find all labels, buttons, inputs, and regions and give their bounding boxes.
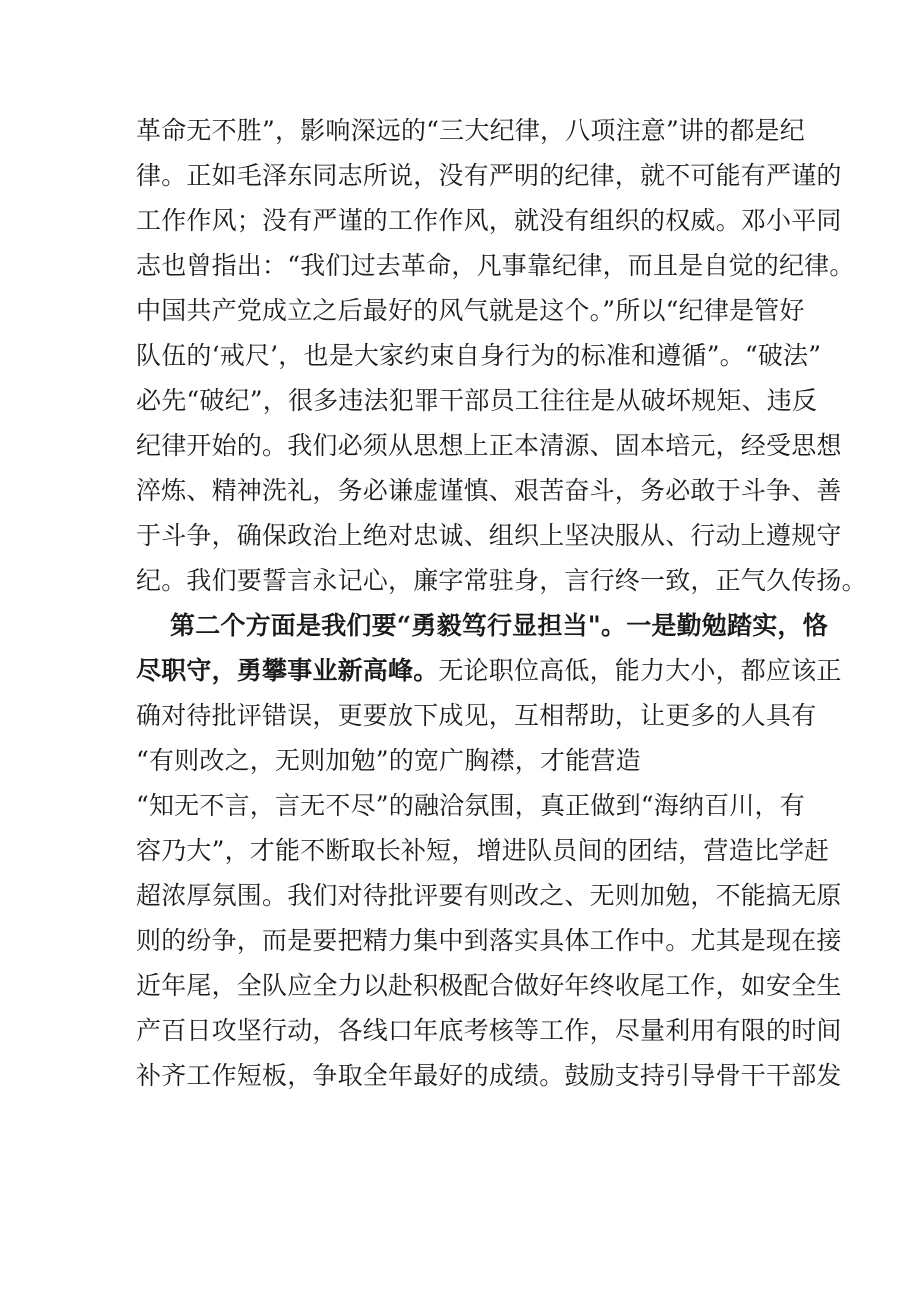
section-heading-fragment: 尽职守，勇攀事业新高峰。: [136, 656, 439, 685]
text-line: [136, 653, 842, 689]
text-line: 队伍的‘戒尺’，也是大家约束自身行为的标准和遵循”。“破法”: [136, 341, 822, 370]
text-line: 纪。我们要誓言永记心，廉字常驻身，言行终一致，正气久传扬。: [136, 566, 867, 595]
text-line: “知无不言，言无不尽”的融洽氛围，真正做到“海纳百川，有: [136, 791, 805, 820]
text-line: 产百日攻坚行动，各线口年底考核等工作，尽量利用有限的时间: [136, 1016, 842, 1045]
text-line: 近年尾，全队应全力以赴积极配合做好年终收尾工作，如安全生: [136, 971, 842, 1000]
text-line: 于斗争，确保政治上绝对忠诚、组织上坚决服从、行动上遵规守: [136, 521, 842, 550]
section-heading-line: 第二个方面是我们要“勇毅笃行显担当"。一是勤勉踏实，恪: [170, 611, 828, 640]
text-line: 中国共产党成立之后最好的风气就是这个。”所以“纪律是管好: [136, 296, 805, 325]
text-line: 容乃大”，才能不断取长补短，增进队员间的团结，营造比学赶: [136, 836, 830, 865]
text-line: 淬炼、精神洗礼，务必谦虚谨慎、艰苦奋斗，务必敢于斗争、善: [136, 476, 842, 505]
text-line: 革命无不胜”，影响深远的“三大纪律，八项注意”讲的都是纪: [136, 116, 805, 145]
text-fragment: 无论职位高低，能力大小，都应该正: [438, 656, 842, 685]
text-line: 超浓厚氛围。我们对待批评要有则改之、无则加勉，不能搞无原: [136, 881, 842, 910]
text-line: 必先“破纪”，很多违法犯罪干部员工往往是从破坏规矩、违反: [136, 386, 818, 415]
text-line: 工作作风；没有严谨的工作作风，就没有组织的权威。邓小平同: [136, 206, 842, 235]
text-line: 律。正如毛泽东同志所说，没有严明的纪律，就不可能有严谨的: [136, 161, 842, 190]
text-line: 纪律开始的。我们必须从思想上正本清源、固本培元，经受思想: [136, 431, 842, 460]
text-line: 志也曾指出：“我们过去革命，凡事靠纪律，而且是自觉的纪律。: [136, 251, 855, 280]
text-line: “有则改之，无则加勉”的宽广胸襟，才能营造: [136, 746, 641, 775]
text-line: 则的纷争，而是要把精力集中到落实具体工作中。尤其是现在接: [136, 926, 842, 955]
text-line: 确对待批评错误，更要放下成见，互相帮助，让更多的人具有: [136, 701, 817, 730]
text-line: 补齐工作短板，争取全年最好的成绩。鼓励支持引导骨干干部发: [136, 1061, 842, 1090]
